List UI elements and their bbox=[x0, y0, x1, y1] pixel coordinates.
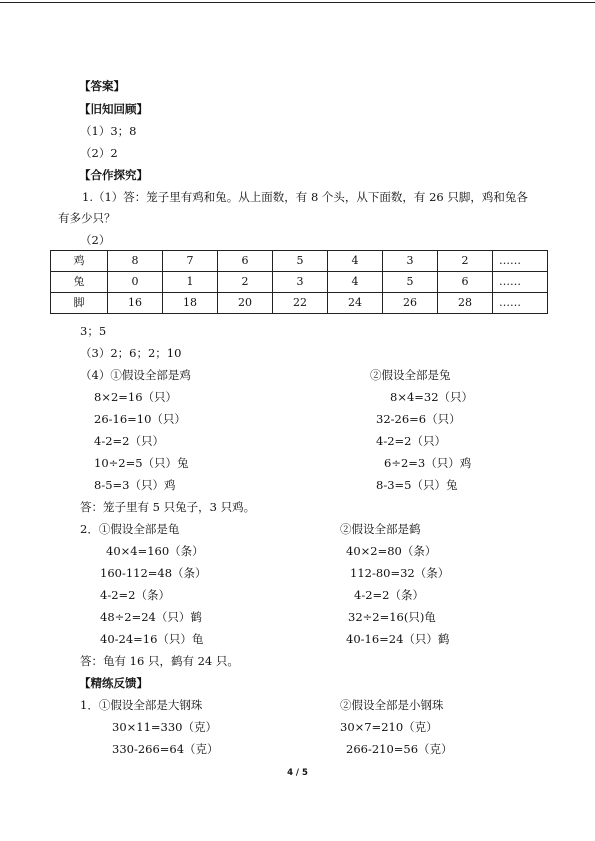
page-number: 4 / 5 bbox=[287, 768, 308, 778]
p2-left-2: 40×4=160（条） bbox=[106, 544, 204, 558]
explore-heading: 【合作探究】 bbox=[79, 168, 148, 182]
table-cell: 4 bbox=[328, 251, 383, 272]
review-line-1: （1）3；8 bbox=[80, 124, 137, 138]
table-cell: 3 bbox=[383, 251, 438, 272]
table-cell: 0 bbox=[108, 272, 163, 293]
p2-left-4: 4-2=2（条） bbox=[100, 588, 170, 602]
table-cell: 5 bbox=[383, 272, 438, 293]
q4-left-2: 8×2=16（只） bbox=[94, 390, 178, 404]
chicken-rabbit-table bbox=[50, 250, 548, 314]
table-row bbox=[51, 293, 548, 314]
q3-line: （3）2；6；2；10 bbox=[80, 346, 182, 360]
table-cell: …… bbox=[493, 293, 548, 314]
table-cell: 24 bbox=[328, 293, 383, 314]
q4-left-1: （4）①假设全部是鸡 bbox=[80, 368, 191, 382]
table-cell: 6 bbox=[438, 272, 493, 293]
table-row bbox=[51, 272, 548, 293]
table-cell: 兔 bbox=[51, 272, 108, 293]
table-cell: 4 bbox=[328, 272, 383, 293]
q4-answer: 答：笼子里有 5 只兔子，3 只鸡。 bbox=[80, 500, 256, 514]
table-cell: 鸡 bbox=[51, 251, 108, 272]
p2-answer: 答：龟有 16 只，鹤有 24 只。 bbox=[80, 654, 239, 668]
q4-right-2: 8×4=32（只） bbox=[390, 390, 474, 404]
p2-right-5: 32÷2=16(只)龟 bbox=[348, 610, 436, 624]
table-cell: 16 bbox=[108, 293, 163, 314]
q4-left-6: 8-5=3（只）鸡 bbox=[94, 478, 176, 492]
practice-heading: 【精练反馈】 bbox=[79, 676, 148, 690]
q2-label: （2） bbox=[80, 233, 111, 247]
practice-left-1: 1．①假设全部是大钢珠 bbox=[80, 698, 203, 712]
p2-right-3: 112-80=32（条） bbox=[350, 566, 450, 580]
p2-left-1: 2．①假设全部是龟 bbox=[80, 522, 180, 536]
q4-left-5: 10÷2=5（只）兔 bbox=[94, 456, 189, 470]
practice-left-3: 330-266=64（克） bbox=[112, 742, 219, 756]
table-row bbox=[51, 251, 548, 272]
review-heading: 【旧知回顾】 bbox=[79, 102, 148, 116]
q1-line-1: 1.（1）答：笼子里有鸡和兔。从上面数，有 8 个头，从下面数，有 26 只脚，鸡和兔各 bbox=[82, 190, 528, 204]
p2-left-5: 48÷2=24（只）鹤 bbox=[100, 610, 202, 624]
table-cell: 8 bbox=[108, 251, 163, 272]
q4-right-5: 6÷2=3（只）鸡 bbox=[384, 456, 472, 470]
table-cell: …… bbox=[493, 272, 548, 293]
table-cell: 7 bbox=[163, 251, 218, 272]
practice-left-2: 30×11=330（克） bbox=[112, 720, 217, 734]
p2-left-6: 40-24=16（只）龟 bbox=[100, 632, 204, 646]
table-cell: 20 bbox=[218, 293, 273, 314]
table-cell: 2 bbox=[218, 272, 273, 293]
q4-left-4: 4-2=2（只） bbox=[94, 434, 164, 448]
q4-right-1: ②假设全部是兔 bbox=[370, 368, 451, 382]
table-cell: 5 bbox=[273, 251, 328, 272]
q1-line-2: 有多少只？ bbox=[58, 211, 116, 225]
practice-right-1: ②假设全部是小钢珠 bbox=[340, 698, 444, 712]
p2-right-1: ②假设全部是鹤 bbox=[340, 522, 421, 536]
q4-right-3: 32-26=6（只） bbox=[376, 412, 461, 426]
p2-right-2: 40×2=80（条） bbox=[346, 544, 437, 558]
table-cell: 18 bbox=[163, 293, 218, 314]
header-rule bbox=[0, 2, 595, 3]
review-line-2: （2）2 bbox=[80, 146, 118, 160]
table-cell: 3 bbox=[273, 272, 328, 293]
table-cell: 2 bbox=[438, 251, 493, 272]
practice-right-3: 266-210=56（克） bbox=[346, 742, 453, 756]
table-cell: 26 bbox=[383, 293, 438, 314]
p2-left-3: 160-112=48（条） bbox=[100, 566, 207, 580]
q4-right-4: 4-2=2（只） bbox=[376, 434, 446, 448]
table-cell: 脚 bbox=[51, 293, 108, 314]
table-cell: 6 bbox=[218, 251, 273, 272]
table-cell: 22 bbox=[273, 293, 328, 314]
table-cell: 28 bbox=[438, 293, 493, 314]
practice-right-2: 30×7=210（克） bbox=[340, 720, 438, 734]
p2-right-4: 4-2=2（条） bbox=[354, 588, 424, 602]
table-cell: …… bbox=[493, 251, 548, 272]
answer-heading: 【答案】 bbox=[79, 79, 125, 93]
table-cell: 1 bbox=[163, 272, 218, 293]
q4-left-3: 26-16=10（只） bbox=[94, 412, 186, 426]
p2-right-6: 40-16=24（只）鹤 bbox=[346, 632, 450, 646]
table-result: 3；5 bbox=[80, 324, 107, 338]
q4-right-6: 8-3=5（只）兔 bbox=[376, 478, 458, 492]
